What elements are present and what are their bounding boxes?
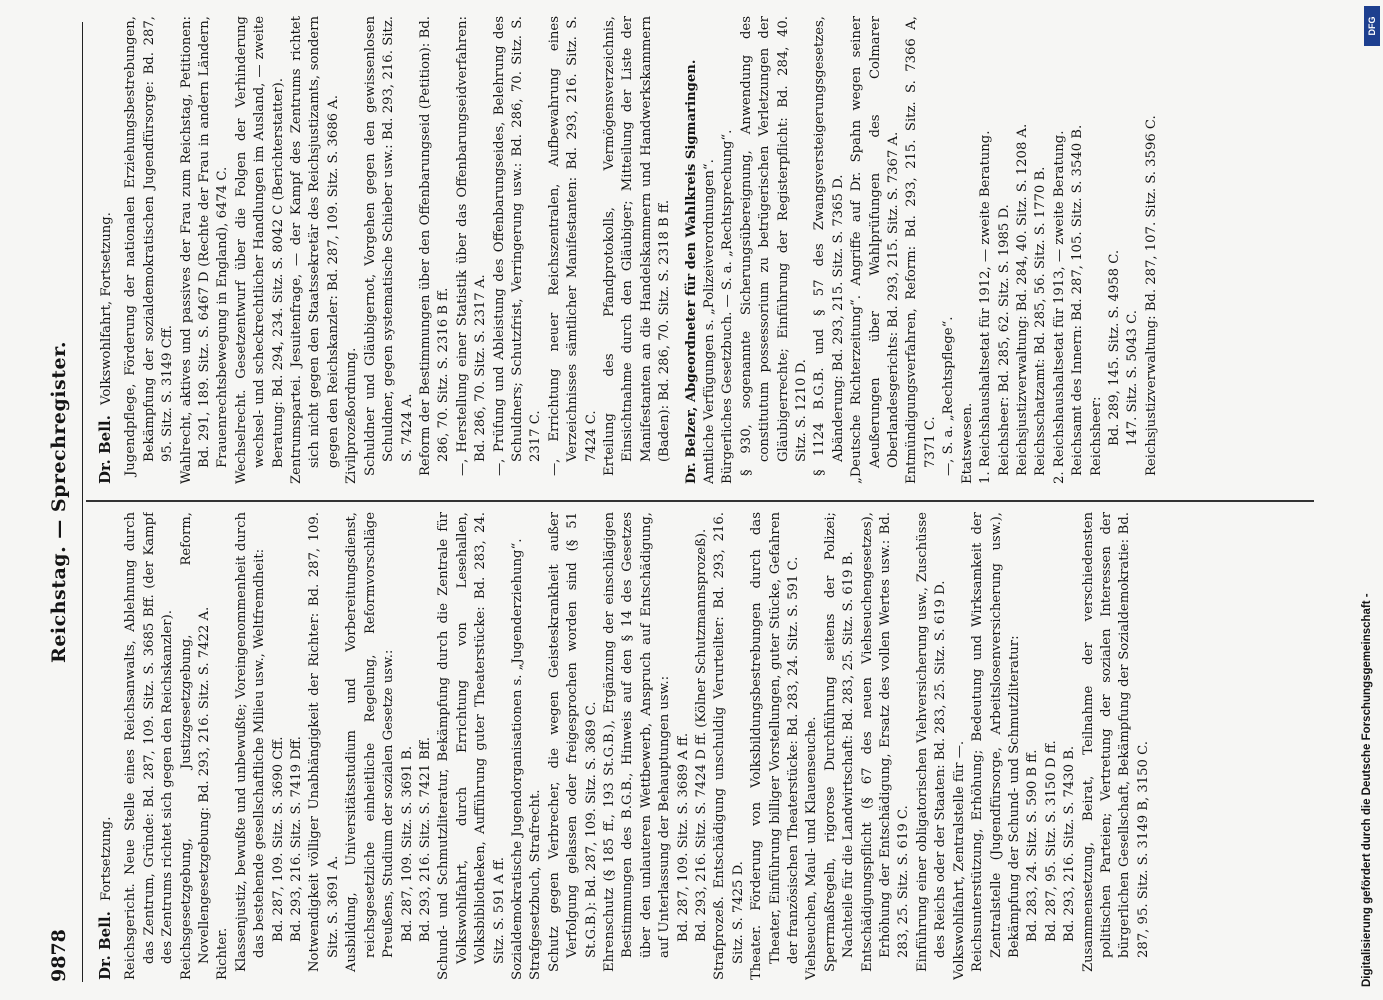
register-entry: Zivilprozeßordnung. (344, 347, 360, 484)
left-entries (122, 512, 1153, 980)
register-entry: Bd. 287, 95. Sitz. S. 3150 D ff. (1043, 740, 1059, 942)
register-entry: Reichsheer: Bd. 285, 62. Sitz. S. 1985 D. (996, 204, 1012, 476)
register-entry: Amtliche Verfügungen s. „Polizeiverordnungen“. (702, 159, 717, 484)
register-entry: Notwendigkeit völliger Unabhängigkeit der Richter: Bd. 287, 109. Sitz. S. 3691 A. (307, 512, 341, 972)
register-entry: —, Prüfung und Ableistung des Offenbarungseides, Belehrung des Schuldners; Schutzfrist, Verringerung usw.: Bd. 286, 70. Sitz. S. 2317 C. (491, 16, 544, 476)
register-entry: Ausbildung, Universitätsstudium und Vorbereitungsdienst, reichsgesetzliche einheitliche Regelung, Reformvorschläge Preußens, Studium der sozialen Gesetze usw.: (344, 512, 397, 972)
register-entry: Reichsheer: (1088, 396, 1104, 476)
register-entry: Sozialdemokratische Jugendorganisationen s. „Jugenderziehung“. (509, 538, 525, 980)
register-entry: Etatswesen. (959, 402, 975, 484)
register-entry: Volkswohlfahrt, Zentralstelle für —. (951, 740, 967, 980)
page-title: Reichstag. — Sprechregister. (48, 341, 70, 663)
register-entry: Reichsamt des Innern: Bd. 287, 105. Sitz. S. 3540 B. (1070, 124, 1086, 476)
register-entry: „Deutsche Richterzeitung“. Angriffe auf Dr. Spahn wegen seiner Aeußerungen über Wahlprüfungen des Colmarer Oberlandesgerichts: Bd. 293, 215. Sitz. S. 7367 A. (849, 16, 902, 484)
register-entry: Wechselrecht. Gesetzentwurf über die Folgen der Verhinderung wechsel- und scheckrechtlicher Handlungen im Ausland, — zweite Beratung: Bd. 294, 234. Sitz. S. 8042 C (Berichterstatter). (233, 16, 286, 484)
register-entry: Reichsgesetzgebung, Justizgesetzgebung, Reform, Novellengesetzgebung: Bd. 293, 216. Sitz. S. 7422 A. (178, 512, 213, 980)
digitization-text: Digitalisierung gefördert durch die Deutsche Forschungsgemeinschaft - (1361, 593, 1373, 987)
register-entry: Bd. 287, 109. Sitz. S. 3689 A ff. (675, 732, 691, 942)
register-entry: 1. Reichshaushaltsetat für 1912, — zweite Beratung. (978, 130, 994, 484)
register-entry: Zentrumspartei. Jesuitenfrage, — der Kampf des Zentrums richtet sich nicht gegen den Staatssekretär des Reichsjustizamts, sondern gegen den Reichskanzler: Bd. 287, 109. Sitz. S. 3686 A. (289, 16, 341, 484)
register-entry: Bd. 289, 145. Sitz. S. 4958 C. (1106, 249, 1122, 446)
register-entry: —, S. a. „Rechtspflege“. (941, 316, 957, 476)
register-entry: Jugendpflege, Förderung der nationalen Erziehungsbestrebungen, Bekämpfung der sozialdemokratischen Jugendfürsorge: Bd. 287, 95. Sitz. S. 3149 Cff. (123, 16, 176, 476)
right-entries (122, 16, 1161, 484)
dfg-logo-text: DFG (1367, 16, 1377, 36)
page-header (42, 22, 83, 982)
digitization-note (1356, 52, 1378, 987)
register-entry: Bd. 287, 109. Sitz. S. 3691 B. (399, 745, 415, 942)
register-entry: Bd. 287, 109. Sitz. S. 3690 Cff. (270, 736, 286, 942)
register-entry: Reichsunterstützung, Erhöhung; Bedeutung und Wirksamkeit der Zentralstelle (Jugendfürsorge, Arbeitslosenversicherung usw.), Bekämpfung der Schund- und Schmutzliteratur: (970, 512, 1022, 972)
register-entry: Erteilung des Pfandprotokolls, Vermögensverzeichnis, Einsichtnahme durch den Gläubiger; Mitteilung der Liste der Manifestanten an die Handelskammern und Handwerkskammern (Baden): Bd. 286, 70. Sitz. S. 2318 B ff. (601, 16, 673, 476)
member-name: Dr. Bell. (96, 911, 114, 980)
continued-heading (96, 512, 116, 980)
page-number: 9878 (48, 929, 70, 982)
register-entry: Richter. (215, 927, 231, 980)
register-entry: Bürgerliches Gesetzbuch. — S. a. „Rechtsprechung“. (720, 129, 736, 484)
register-entry: Klassenjustiz, bewußte und unbewußte; Voreingenommenheit durch das bestehende gesellschaftliche Milieu usw., Weltfremdheit: (233, 512, 268, 972)
register-entry: —, Herstellung einer Statistik über das Offenbarungseidverfahren: Bd. 286, 70. Sitz. S. 2317 A. (454, 16, 489, 476)
register-entry: Dr. Belzer, Abgeordneter für den Wahlkreis Sigmaringen. (683, 59, 699, 484)
register-entry: Entmündigungsverfahren, Reform: Bd. 293, 215. Sitz. S. 7366 A, 7371 C. (904, 16, 938, 484)
register-entry: Reichsschatzamt: Bd. 285, 56. Sitz. S. 1770 B. (1033, 166, 1049, 476)
register-entry: —, Errichtung neuer Reichszentralen, Aufbewahrung eines Verzeichnisses sämtlicher Manifestanten: Bd. 293, 216. Sitz. S. 7424 C. (546, 16, 599, 476)
register-entry: Zusammensetzung, Beirat, Teilnahme der verschiedensten politischen Parteien; Vertretung der sozialen Interessen der bürgerlichen Gesellschaft, Bekämpfung der Sozialdemokratie: Bd. 287, 95. Sitz. S. 3149 B, 3150 C. (1080, 512, 1151, 972)
register-entry: Bd. 293, 216. Sitz. S. 7419 Dff. (289, 736, 305, 942)
register-entry: Schund- und Schmutzliteratur, Bekämpfung durch die Zentrale für Volkswohlfahrt, durch Errichtung von Lesehallen, Volksbibliotheken, Aufführung guter Theaterstücke: Bd. 283, 24. Sitz. S. 591 A ff. (436, 512, 507, 980)
dfg-logo (1364, 6, 1380, 46)
register-entry: Ehrenschutz (§ 185 ff., 193 St.G.B.), Ergänzung der einschlägigen Bestimmungen des B.G.B., Hinweis auf den § 14 des Gesetzes über den unlauteren Wettbewerb, Anspruch auf Entschädigung, auf Unterlassung der Behauptungen usw.: (601, 512, 673, 972)
register-entry: Reichsgericht. Neue Stelle eines Reichsanwalts, Ablehnung durch das Zentrum, Gründe: Bd. 287, 109. Sitz. S. 3685 Bff. (der Kampf des Zentrums richtet sich gegen den Reichskanzler). (123, 512, 176, 980)
register-entry: Theater. Förderung von Volksbildungsbestrebungen durch das Theater, Einführung billiger Vorstellungen, guter Stücke, Gefahren der französischen Theaterstücke: Bd. 283, 24. Sitz. S. 591 C. (749, 512, 802, 980)
register-entry: Wahlrecht, aktives und passives der Frau zum Reichstag, Petitionen: Bd. 291, 189. Sitz. S. 6467 D (Rechte der Frau in andern Ländern, Frauenrechtsbewegung in England), 6474 C. (178, 16, 231, 484)
register-entry: Bd. 283, 24. Sitz. S. 590 B ff. (1025, 749, 1041, 942)
register-entry: 2. Reichshaushaltsetat für 1913, — zweite Beratung. (1051, 130, 1067, 484)
continued-heading (96, 16, 116, 484)
register-entry: 147. Sitz. S. 5043 C. (1125, 310, 1141, 446)
continued-label: Volkswohlfahrt, Fortsetzung. (99, 212, 114, 405)
member-name: Dr. Bell. (96, 415, 114, 484)
register-entry: Entschädigungspflicht (§ 67 des neuen Viehseuchengesetzes), Erhöhung der Entschädigung, Ersatz des vollen Wertes usw.: Bd. 283, 25. Sitz. S. 619 C. (859, 512, 912, 972)
register-entry: Reichsjustizverwaltung: Bd. 287, 107. Sitz. S. 3596 C. (1143, 115, 1159, 476)
column-divider (86, 501, 1314, 503)
register-entry: Viehseuchen, Maul- und Klauenseuche. (804, 716, 820, 980)
register-entry: Reichsjustizverwaltung: Bd. 284, 40. Sitz. S. 1208 A. (1014, 123, 1030, 476)
register-entry: Sperrmaßregeln, rigorose Durchführung seitens der Polizei; Nachteile für die Landwirtschaft: Bd. 283, 25. Sitz. S. 619 B. (822, 512, 857, 972)
register-entry: Schutz gegen Verbrecher, die wegen Geisteskrankheit außer Verfolgung gelassen oder freigesprochen worden sind (§ 51 St.G.B.): Bd. 287, 109. Sitz. S. 3689 C. (546, 512, 599, 972)
register-entry: Bd. 293, 216. Sitz. S. 7421 Bff. (417, 737, 433, 942)
register-entry: Bd. 293, 216. Sitz. S. 7424 D ff. (Kölner Schutzmannsprozeß). (694, 528, 709, 942)
register-entry: § 930, sogenannte Sicherungsübereignung, Anwendung des constitutum possessorium zu betrügerischen Verletzungen der Gläubigerrechte; Einführung der Registerpflicht: Bd. 284, 40. Sitz. S. 1210 D. (738, 16, 810, 476)
register-entry: Strafgesetzbuch, Strafrecht. (528, 789, 544, 980)
register-entry: Strafprozeß. Entschädigung unschuldig Verurteilter: Bd. 293, 216. Sitz. S. 7425 D. (712, 512, 746, 980)
right-column (96, 16, 1311, 484)
left-column (96, 512, 1311, 980)
continued-label: Fortsetzung. (99, 816, 114, 901)
register-entry: § 1124 B.G.B. und § 57 des Zwangsversteigerungsgesetzes, Abänderung: Bd. 293, 215. Sitz. S. 7365 D. (812, 16, 846, 476)
register-entry: Bd. 293, 216. Sitz. S. 7430 B. (1062, 745, 1078, 942)
register-entry: Einführung einer obligatorischen Viehversicherung usw., Zuschüsse des Reichs oder der Staaten: Bd. 283, 25. Sitz. S. 619 D. (914, 512, 949, 972)
register-entry: Schuldner und Gläubigernot, Vorgehen gegen den gewissenlosen Schuldner, gegen systematische Schieber usw.: Bd. 293, 216. Sitz. S. 7424 A. (362, 16, 415, 476)
register-entry: Reform der Bestimmungen über den Offenbarungseid (Petition): Bd. 286, 70. Sitz. S. 2316 B ff. (417, 16, 452, 476)
